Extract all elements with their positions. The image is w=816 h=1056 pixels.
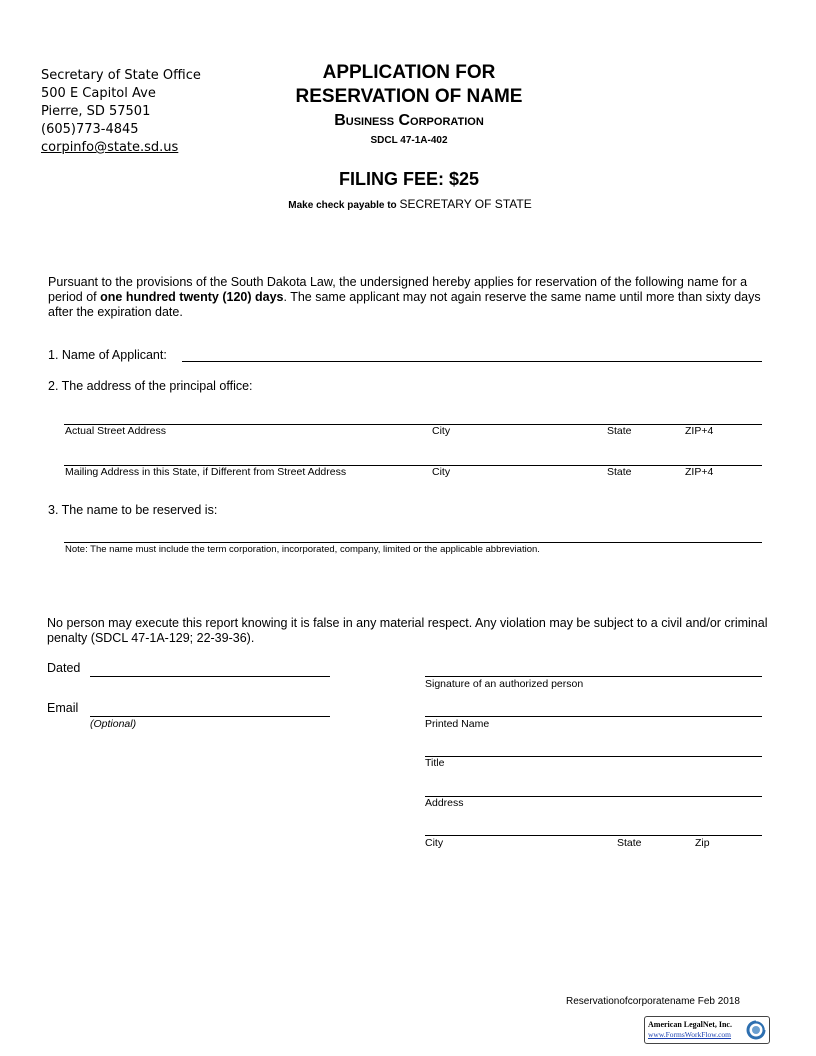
street-state-label: State xyxy=(607,425,632,437)
email-label: Email xyxy=(47,701,79,715)
intro-bold: one hundred twenty (120) days xyxy=(100,290,284,304)
street-address-field[interactable] xyxy=(64,424,762,425)
check-payee: SECRETARY OF STATE xyxy=(399,197,532,211)
mailing-state-label: State xyxy=(607,466,632,478)
intro-paragraph xyxy=(48,275,774,320)
office-email-link[interactable]: corpinfo@state.sd.us xyxy=(41,140,179,155)
name-note: Note: The name must include the term corporation, incorporated, company, limited or the applicable abbreviation. xyxy=(65,544,540,555)
email-field[interactable] xyxy=(90,716,330,717)
signer-state-label: State xyxy=(617,837,642,849)
dated-label: Dated xyxy=(47,661,81,675)
address-field[interactable] xyxy=(425,796,762,797)
optional-note: (Optional) xyxy=(90,718,137,730)
applicant-name-field[interactable] xyxy=(182,361,762,362)
street-zip-label: ZIP+4 xyxy=(685,425,714,437)
city-state-zip-field[interactable] xyxy=(425,835,762,836)
check-prefix: Make check payable to xyxy=(288,200,400,211)
item-3-label: 3. The name to be reserved is: xyxy=(48,503,218,517)
form-title-line1: APPLICATION FOR xyxy=(322,62,496,83)
office-name: Secretary of State Office xyxy=(41,68,201,83)
check-payable xyxy=(200,197,620,211)
form-id: Reservationofcorporatename Feb 2018 xyxy=(566,996,740,1007)
filing-fee: FILING FEE: $25 xyxy=(338,169,480,189)
intro-text-2: . The same applicant may not again reserve the same name until more than sixty days after the expiration date. xyxy=(48,290,761,319)
legalnet-logo[interactable] xyxy=(644,1016,770,1044)
signer-city-label: City xyxy=(425,837,444,849)
logo-company-name: American LegalNet, Inc. xyxy=(648,1020,732,1029)
form-subtitle: Business Corporation xyxy=(334,112,484,129)
title-label: Title xyxy=(425,757,445,769)
dated-field[interactable] xyxy=(90,676,330,677)
logo-url: www.FormsWorkFlow.com xyxy=(648,1030,732,1039)
item-1-label: 1. Name of Applicant: xyxy=(48,348,167,362)
street-city-label: City xyxy=(432,425,451,437)
form-title-line2: RESERVATION OF NAME xyxy=(295,86,523,107)
logo-swirl-icon xyxy=(745,1019,767,1041)
office-phone: (605)773-4845 xyxy=(41,122,139,137)
title-field[interactable] xyxy=(425,756,762,757)
intro-text-1: Pursuant to the provisions of the South Dakota Law, the undersigned hereby applies for reservation of the following name for a period of xyxy=(48,275,748,304)
signature-field[interactable] xyxy=(425,676,762,677)
statute-reference: SDCL 47-1A-402 xyxy=(370,135,448,146)
street-address-label: Actual Street Address xyxy=(65,425,166,437)
mailing-city-label: City xyxy=(432,466,451,478)
printed-name-label: Printed Name xyxy=(425,718,490,730)
printed-name-field[interactable] xyxy=(425,716,762,717)
office-city: Pierre, SD 57501 xyxy=(41,104,151,119)
signer-zip-label: Zip xyxy=(695,837,710,849)
mailing-zip-label: ZIP+4 xyxy=(685,466,714,478)
office-street: 500 E Capitol Ave xyxy=(41,86,156,101)
mailing-address-label: Mailing Address in this State, if Different from Street Address xyxy=(65,466,347,478)
item-2-label: 2. The address of the principal office: xyxy=(48,379,253,393)
address-label: Address xyxy=(425,797,464,809)
reserved-name-field[interactable] xyxy=(64,542,762,543)
penalty-paragraph: No person may execute this report knowing it is false in any material respect. Any violation may be subject to a civil and/or criminal penalty (SDCL 47-1A-129; 22-39-36). xyxy=(47,616,768,645)
signature-label: Signature of an authorized person xyxy=(425,678,584,690)
office-address xyxy=(41,67,201,157)
